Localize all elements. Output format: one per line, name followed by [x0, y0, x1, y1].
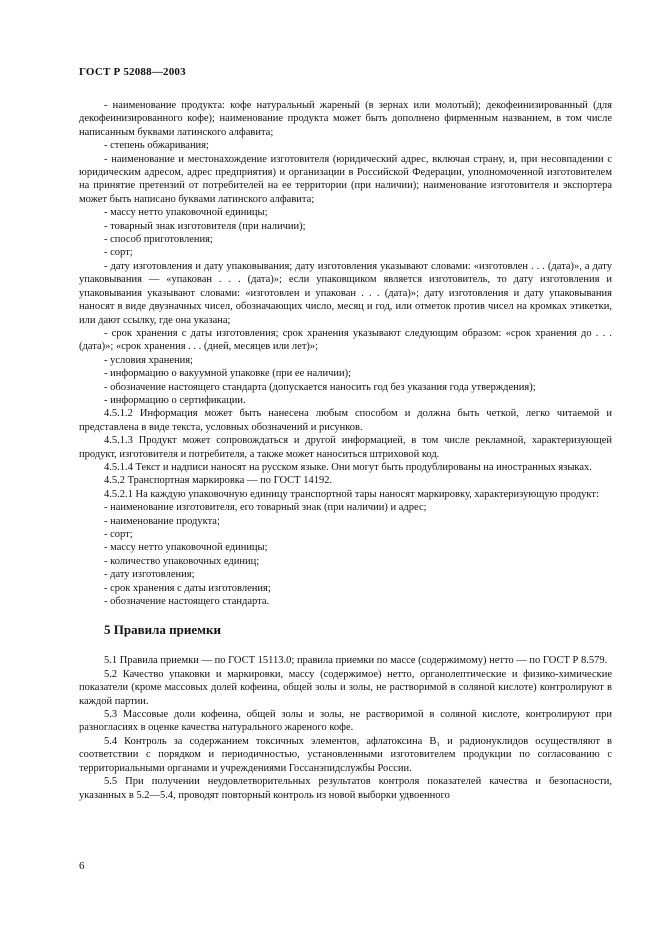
paragraph: 5.3 Массовые доли кофеина, общей золы и золы, не растворимой в соляной кислоте, контролируют при разногласиях в оценке качества натурального жареного кофе.	[79, 709, 612, 734]
paragraph: - срок хранения с даты изготовления;	[104, 582, 271, 594]
paragraph: - обозначение настоящего стандарта (допускается наносить год без указания года утверждения);	[104, 381, 536, 393]
paragraph-list-marking	[79, 99, 612, 608]
paragraph: 5.5 При получении неудовлетворительных результатов контроля показателей качества и безопасности, указанных в 5.2—5.4, проводят повторный контроль из новой выборки удвоенного	[79, 776, 612, 801]
paragraph: - количество упаковочных единиц;	[104, 555, 260, 567]
paragraph: - степень обжаривания;	[104, 140, 209, 152]
paragraph: - наименование продукта;	[104, 515, 220, 527]
paragraph: - условия хранения;	[104, 354, 193, 366]
paragraph: - массу нетто упаковочной единицы;	[104, 542, 268, 554]
paragraph-list-acceptance	[79, 654, 612, 801]
paragraph: - дату изготовления и дату упаковывания; дату изготовления указывают словами: «изготовлен . . . (дата)», а дату упаковывания — «упакован . . . (дата)»; если упаковщиком является изготовитель, то дату изготовления и упаковывания указывают словами: «изготовлен и упакован . . . (дата)»; дату изготовления и дату упаковывания наносят в виде двузначных чисел, обозначающих число, месяц и год, или отметок против чисел на кромках этикетки, или дают ссылку, где она указана;	[79, 260, 612, 326]
paragraph: - информацию о сертификации.	[104, 394, 246, 406]
paragraph: - срок хранения с даты изготовления; срок хранения указывают следующим образом: «срок хранения до . . . (дата)»; «срок хранения . . . (дней, месяцев или лет)»;	[79, 327, 612, 353]
paragraph: 4.5.1.3 Продукт может сопровождаться и другой информацией, в том числе рекламной, характеризующей продукт, изготовителя и потребителя, а также может наноситься штриховой код.	[79, 435, 612, 460]
paragraph: - наименование продукта: кофе натуральный жареный (в зернах или молотый); декофеинизированный (для декофеинизированного кофе); наименование продукта может быть дополнено фирменным названием, в том числе написанным буквами латинского алфавита;	[79, 100, 612, 138]
paragraph: - товарный знак изготовителя (при наличии);	[104, 220, 306, 232]
paragraph: - наименование изготовителя, его товарный знак (при наличии) и адрес;	[104, 502, 427, 514]
section-heading: 5 Правила приемки	[104, 622, 221, 638]
paragraph: 4.5.1.2 Информация может быть нанесена любым способом и должна быть четкой, легко читаемой и представлена в виде текста, условных обозначений и рисунков.	[79, 408, 612, 433]
paragraph: - сорт;	[104, 529, 133, 540]
paragraph: 5.4 Контроль за содержанием токсичных элементов, афлатоксина B₁ и радионуклидов осуществляют в соответствии с порядком и периодичностью, установленными изготовителем продукции по согласованию с территориальными органами и учреждениями Госсанэпидслужбы России.	[79, 735, 612, 774]
paragraph: - дату изготовления;	[104, 569, 195, 581]
paragraph: 4.5.2.1 На каждую упаковочную единицу транспортной тары наносят маркировку, характеризующую продукт:	[104, 488, 599, 500]
paragraph: 4.5.2 Транспортная маркировка — по ГОСТ 14192.	[104, 475, 333, 487]
paragraph: 5.2 Качество упаковки и маркировки, массу (содержимое) нетто, органолептические и физико-химические показатели (кроме массовых долей кофеина, общей золы и золы, не растворимой в соляной кислоте) контролируют в каждой партии.	[79, 668, 612, 707]
paragraph: - обозначение настоящего стандарта.	[104, 596, 270, 608]
paragraph: 4.5.1.4 Текст и надписи наносят на русском языке. Они могут быть продублированы на иностранных языках.	[104, 461, 592, 473]
document-header: ГОСТ Р 52088—2003	[79, 66, 186, 78]
paragraph: 5.1 Правила приемки — по ГОСТ 15113.0; правила приемки по массе (содержимому) нетто — по ГОСТ Р 8.579.	[104, 655, 608, 667]
paragraph: - сорт;	[104, 247, 133, 259]
paragraph: - наименование и местонахождение изготовителя (юридический адрес, включая страну, и, при несовпадении с юридическим адресом, адрес предприятия) и организации в Российской Федерации, уполномоченной изготовителем на принятие претензий от потребителей на ее территории (при наличии); наименование изготовителя и экспортера может быть написано буквами латинского алфавита;	[79, 153, 612, 205]
page-number: 6	[79, 860, 85, 872]
paragraph: - способ приготовления;	[104, 234, 213, 246]
paragraph: - массу нетто упаковочной единицы;	[104, 207, 268, 219]
document-body	[79, 99, 612, 802]
paragraph: - информацию о вакуумной упаковке (при ее наличии);	[104, 368, 352, 380]
